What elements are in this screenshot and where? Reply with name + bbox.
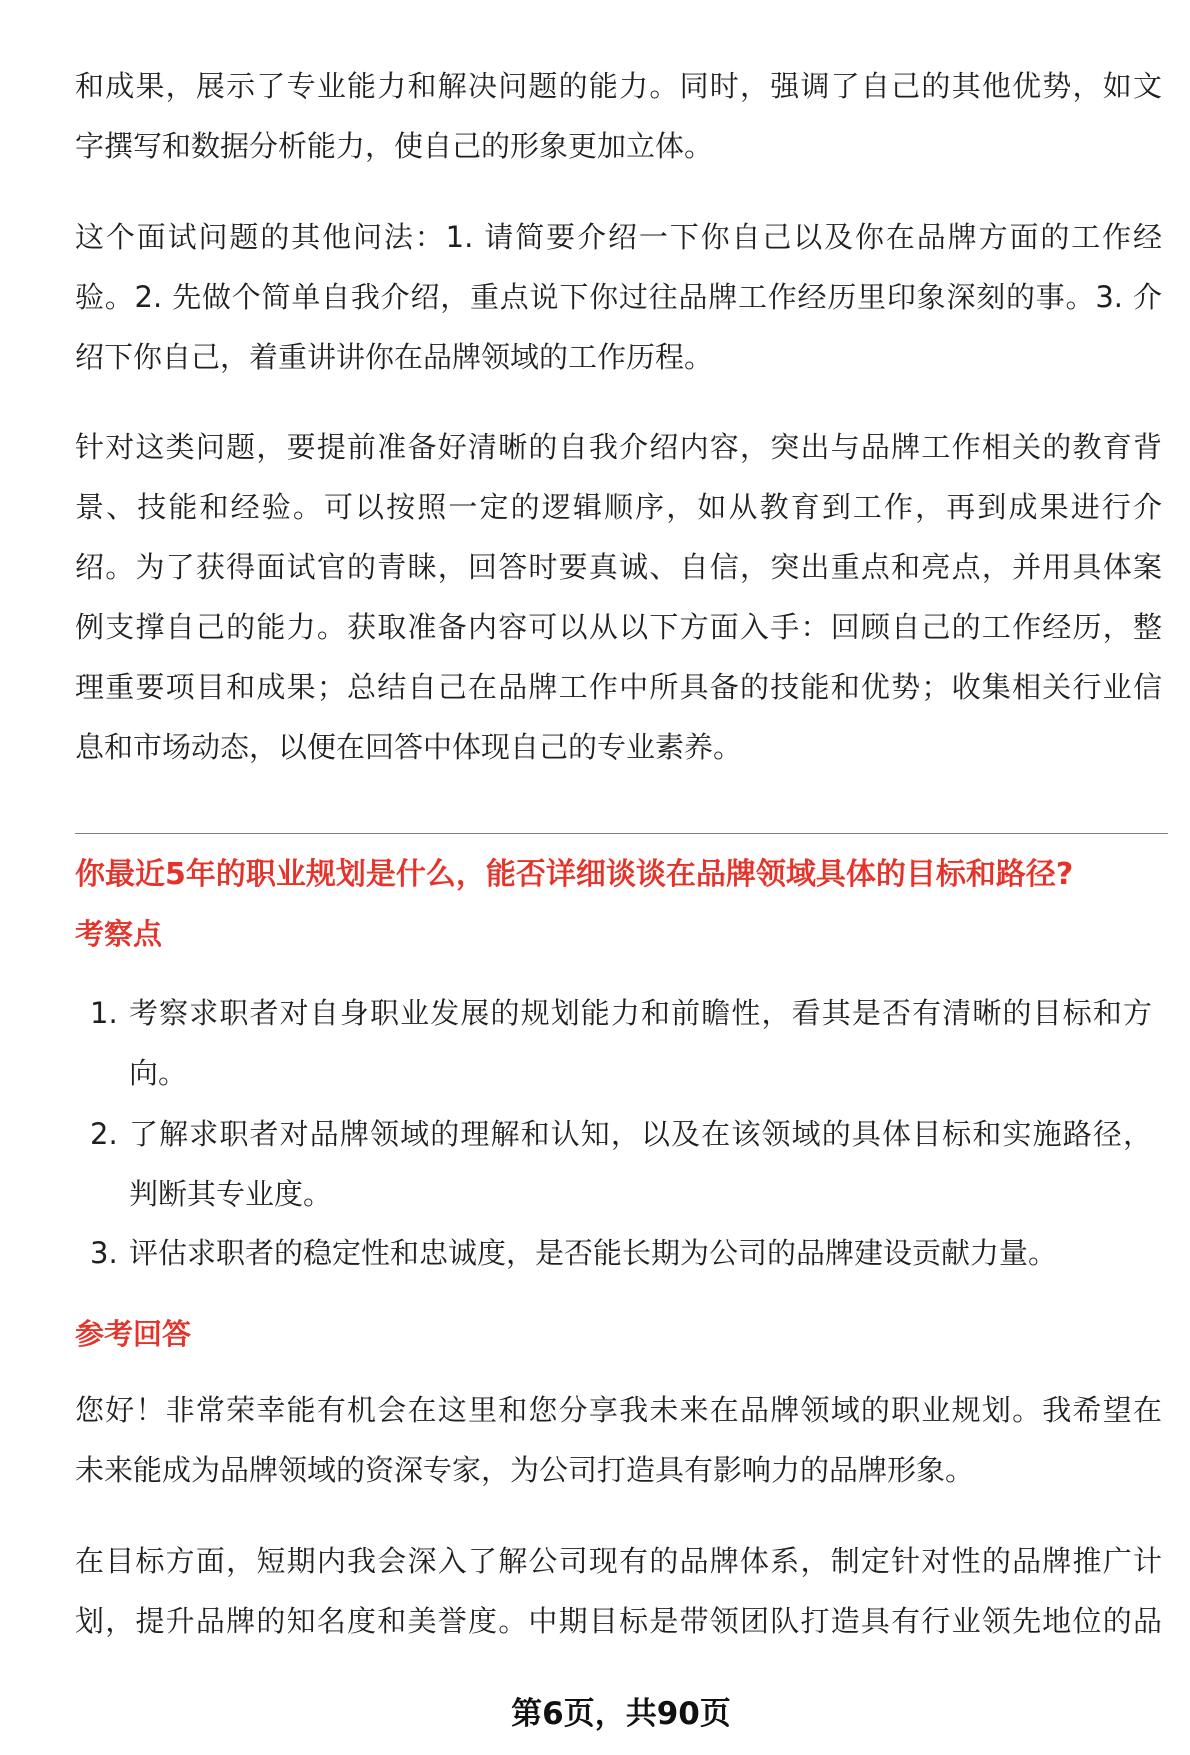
text-line: 考察求职者对自身职业发展的规划能力和前瞻性，看其是否有清晰的目标和方	[129, 996, 1152, 1030]
text-line: 景、技能和经验。可以按照一定的逻辑顺序，如从教育到工作，再到成果进行介	[75, 490, 1162, 524]
text-line: 了解求职者对品牌领域的理解和认知，以及在该领域的具体目标和实施路径，	[129, 1117, 1152, 1151]
text-line: 未来能成为品牌领域的资深专家，为公司打造具有影响力的品牌形象。	[75, 1453, 975, 1487]
text-line: 针对这类问题，要提前准备好清晰的自我介绍内容，突出与品牌工作相关的教育背	[75, 430, 1162, 464]
text-line: 息和市场动态，以便在回答中体现自己的专业素养。	[75, 730, 743, 764]
text-line: 验。2. 先做个简单自我介绍，重点说下你过往品牌工作经历里印象深刻的事。3. 介	[75, 280, 1162, 314]
text-line: 评估求职者的稳定性和忠诚度，是否能长期为公司的品牌建设贡献力量。	[129, 1236, 1058, 1270]
list-number: 2.	[90, 1117, 118, 1151]
text-line: 理重要项目和成果；总结自己在品牌工作中所具备的技能和优势；收集相关行业信	[75, 670, 1162, 704]
section-divider	[75, 833, 1168, 834]
text-line: 绍下你自己，着重讲讲你在品牌领域的工作历程。	[75, 340, 714, 374]
list-number: 1.	[90, 996, 118, 1030]
points-heading: 考察点	[75, 917, 163, 951]
text-line: 字撰写和数据分析能力，使自己的形象更加立体。	[75, 129, 714, 163]
page-number: 第6页，共90页	[511, 1696, 731, 1732]
text-line: 向。	[129, 1056, 188, 1090]
text-line: 例支撑自己的能力。获取准备内容可以从以下方面入手：回顾自己的工作经历，整	[75, 610, 1162, 644]
paragraph-continuation	[75, 56, 1162, 176]
answer-paragraph	[75, 1531, 1162, 1651]
paragraph-alternative-questions	[75, 207, 1162, 387]
list-number: 3.	[90, 1236, 118, 1270]
text-line: 在目标方面，短期内我会深入了解公司现有的品牌体系，制定针对性的品牌推广计	[75, 1544, 1162, 1578]
text-line: 划，提升品牌的知名度和美誉度。中期目标是带领团队打造具有行业领先地位的品	[75, 1604, 1162, 1638]
answer-paragraph	[75, 1380, 1162, 1500]
answer-heading: 参考回答	[75, 1317, 192, 1351]
text-line: 和成果，展示了专业能力和解决问题的能力。同时，强调了自己的其他优势，如文	[75, 69, 1162, 103]
text-line: 判断其专业度。	[129, 1177, 333, 1211]
question-title: 你最近5年的职业规划是什么，能否详细谈谈在品牌领域具体的目标和路径?	[75, 857, 1074, 892]
paragraph-preparation-advice	[75, 417, 1162, 777]
text-line: 绍。为了获得面试官的青睐，回答时要真诚、自信，突出重点和亮点，并用具体案	[75, 550, 1162, 584]
text-line: 这个面试问题的其他问法：1. 请简要介绍一下你自己以及你在品牌方面的工作经	[75, 220, 1162, 254]
text-line: 您好！非常荣幸能有机会在这里和您分享我未来在品牌领域的职业规划。我希望在	[75, 1393, 1162, 1427]
